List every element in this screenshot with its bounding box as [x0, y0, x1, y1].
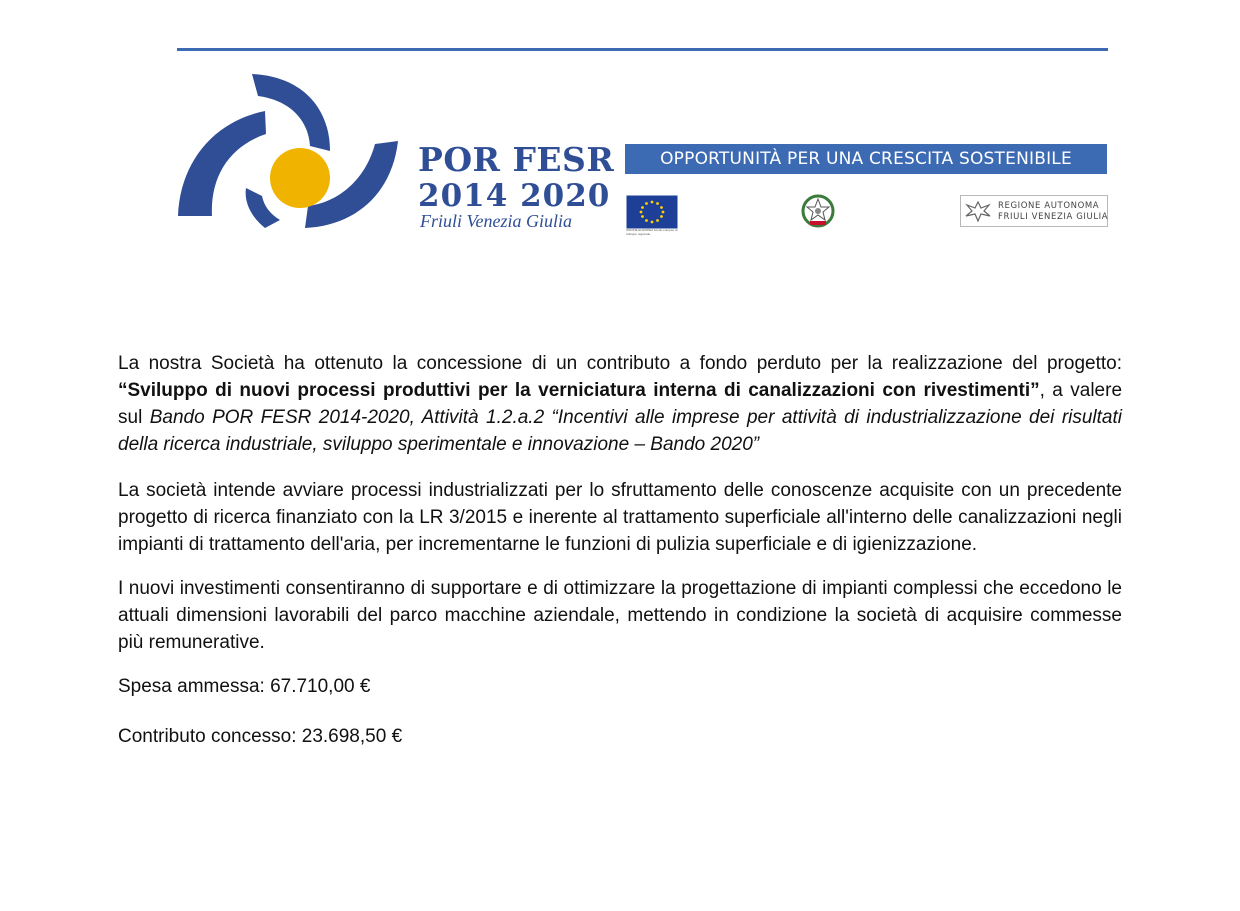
- p1-text-1: La nostra Società ha ottenuto la concessione di un contributo a fondo perduto per la realizzazione del progetto:: [118, 353, 1122, 374]
- contributo-concesso: Contributo concesso: 23.698,50 €: [118, 726, 403, 747]
- fvg-eagle-icon: [964, 199, 992, 223]
- program-tagline: OPPORTUNITÀ PER UNA CRESCITA SOSTENIBILE: [625, 144, 1107, 174]
- spesa-ammessa: Spesa ammessa: 67.710,00 €: [118, 676, 371, 697]
- program-title: POR FESR: [418, 140, 615, 179]
- project-title: “Sviluppo di nuovi processi produttivi per la verniciatura interna di canalizzazioni con rivestimenti”: [118, 380, 1040, 401]
- paragraph-concession: [118, 350, 1122, 458]
- header-top-rule: [177, 48, 1108, 51]
- italian-republic-emblem-icon: [800, 193, 836, 229]
- bando-reference: Bando POR FESR 2014-2020, Attività 1.2.a.2 “Incentivi alle imprese per attività di industrializzazione dei risultati della ricerca industriale, sviluppo sperimentale e innovazione – Bando 2020”: [118, 407, 1123, 455]
- document-body: [118, 350, 1122, 773]
- region-name: Friuli Venezia Giulia: [420, 211, 572, 231]
- regione-fvg-logo: [960, 195, 1108, 227]
- fvg-line-2: FRIULI VENEZIA GIULIA: [998, 212, 1109, 222]
- paragraph-objectives: La società intende avviare processi industrializzati per lo sfruttamento delle conoscenze acquisite con un precedente progetto di ricerca finanziato con la LR 3/2015 e inerente al trattamento superficiale all'interno delle canalizzazioni negli impianti di trattamento dell'aria, per incrementarne le funzioni di pulizia superficiale e di igienizzazione.: [118, 480, 1122, 555]
- program-years: 2014 2020: [418, 178, 611, 214]
- p1-text-2: , a valere sul: [118, 380, 1123, 428]
- eu-flag-caption: UNIONE EUROPEA Fondo europeo di sviluppo regionale: [626, 228, 678, 236]
- fvg-line-1: REGIONE AUTONOMA: [998, 201, 1100, 211]
- por-fesr-swirl-logo-icon: [170, 66, 405, 236]
- paragraph-investments: I nuovi investimenti consentiranno di supportare e di ottimizzare la progettazione di impianti complessi che eccedono le attuali dimensioni lavorabili del parco macchine aziendale, mettendo in condizione la società di acquisire commesse più remunerative.: [118, 578, 1122, 653]
- fvg-logo-text: [998, 201, 1108, 223]
